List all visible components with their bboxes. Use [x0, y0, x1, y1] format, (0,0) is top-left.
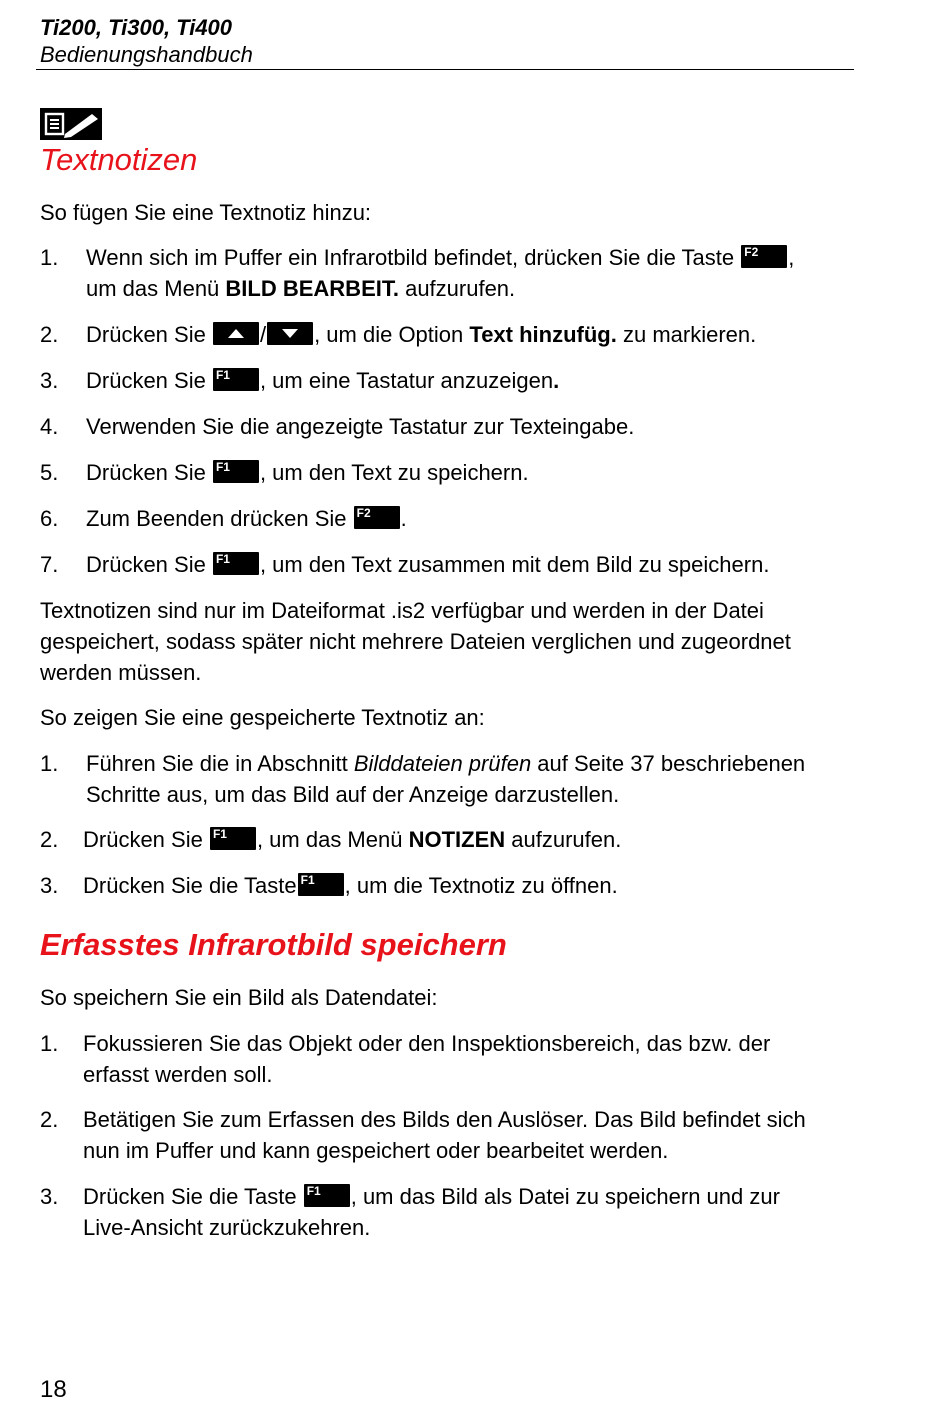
intro-add-note: So fügen Sie eine Textnotiz hinzu:: [40, 200, 372, 225]
f1-key-icon: F1: [213, 368, 259, 391]
intro-save-image: So speichern Sie ein Bild als Datendatei:: [40, 985, 438, 1010]
f1-key-icon: F1: [213, 552, 259, 575]
intro-view-note: So zeigen Sie eine gespeicherte Textnotiz an:: [40, 705, 485, 730]
header-manual-title: Bedienungshandbuch: [40, 42, 253, 67]
f1-key-icon: F1: [210, 827, 256, 850]
f1-key-icon: F1: [298, 873, 344, 896]
f1-key-icon: F1: [304, 1184, 350, 1207]
page-number: 18: [40, 1376, 67, 1403]
f2-key-icon: F2: [741, 245, 787, 268]
paragraph-is2-info: Textnotizen sind nur im Dateiformat .is2 verfügbar und werden in der Datei gespeichert, sodass später nicht mehrere Dateien verglichen und zugeordnet werden müssen.: [40, 598, 791, 685]
page-header: [40, 14, 854, 68]
header-model: Ti200, Ti300, Ti400: [40, 15, 233, 40]
f2-key-icon: F2: [354, 506, 400, 529]
arrow-up-key-icon: [213, 322, 259, 345]
section-title-save-image: Erfasstes Infrarotbild speichern: [40, 927, 507, 962]
header-divider: [36, 69, 854, 70]
arrow-down-key-icon: [267, 322, 313, 345]
text-note-pencil-icon: [40, 108, 102, 140]
section-title-textnotizen: Textnotizen: [40, 142, 198, 177]
f1-key-icon: F1: [213, 460, 259, 483]
